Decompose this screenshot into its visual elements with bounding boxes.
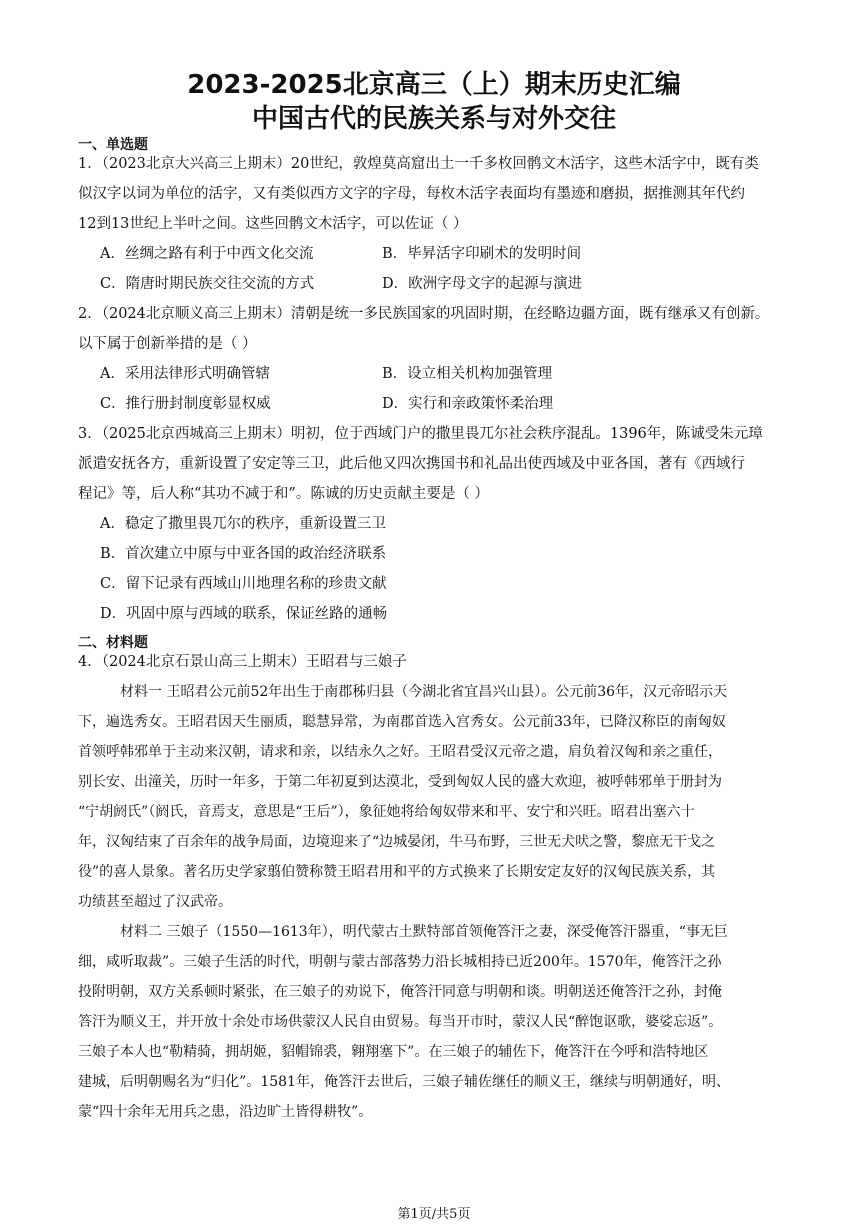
material-1-line-1: 材料一 王昭君公元前52年出生于南郡秭归县（今湖北省宜昌兴山县）。公元前36年，汉元帝昭示天 <box>120 684 728 700</box>
question-1-line-2: 似汉字以词为单位的活字，又有类似西方文字的字母，每枚木活字表面均有墨迹和磨损，据推测其年代约 <box>78 186 745 202</box>
material-2-line-4: 答汗为顺义王，并开放十余处市场供蒙汉人民自由贸易。每当开市时，蒙汉人民“醉饱讴歌，婆娑忘返”。 <box>78 1014 723 1030</box>
material-2-line-6: 建城，后明朝赐名为“归化”。1581年，俺答汗去世后，三娘子辅佐继任的顺义王，继续与明朝通好，明、 <box>78 1074 730 1090</box>
section-heading-material: 二、材料题 <box>78 635 148 651</box>
document-title: 2023-2025北京高三（上）期末历史汇编 <box>187 70 681 100</box>
question-1-line-3: 12到13世纪上半叶之间。这些回鹘文木活字，可以佐证（ ） <box>78 216 468 232</box>
question-3-option-c: C．留下记录有西域山川地理名称的珍贵文献 <box>100 576 387 592</box>
material-2-line-2: 细，咸听取裁”。三娘子生活的时代，明朝与蒙古部落势力沿长城相持已近200年。1570年，俺答汗之孙 <box>78 954 722 970</box>
question-3-option-a: A．稳定了撒里畏兀尔的秩序，重新设置三卫 <box>100 516 386 532</box>
question-2-option-d: D．实行和亲政策怀柔治理 <box>382 396 554 412</box>
question-3-line-2: 派遣安抚各方，重新设置了安定等三卫，此后他又四次携国书和礼品出使西域及中亚各国，著有《西域行 <box>78 456 745 472</box>
page-number: 第1页/共5页 <box>397 1207 471 1222</box>
material-1-line-4: 别长安、出潼关，历时一年多，于第二年初夏到达漠北，受到匈奴人民的盛大欢迎，被呼韩邪单于册封为 <box>78 774 722 790</box>
question-1-line-1: 1．（2023北京大兴高三上期末）20世纪，敦煌莫高窟出土一千多枚回鹘文木活字，这些木活字中，既有类 <box>78 156 759 172</box>
material-1-line-8: 功绩甚至超过了汉武帝。 <box>78 894 232 910</box>
question-1-option-d: D．欧洲字母文字的起源与演进 <box>382 276 583 292</box>
question-3-option-d: D．巩固中原与西域的联系，保证丝路的通畅 <box>100 606 388 622</box>
question-2-line-2: 以下属于创新举措的是（ ） <box>78 336 257 352</box>
material-1-line-6: 年，汉匈结束了百余年的战争局面，边境迎来了“边城晏闭，牛马布野，三世无犬吠之警，黎庶无干戈之 <box>78 834 716 850</box>
question-1-option-b: B．毕昇活字印刷术的发明时间 <box>382 246 582 262</box>
question-2-option-b: B．设立相关机构加强管理 <box>382 366 553 382</box>
material-2-line-5: 三娘子本人也“勒精骑，拥胡姬，貂帽锦裘，翱翔塞下”。在三娘子的辅佐下，俺答汗在今呼和浩特地区 <box>78 1044 709 1060</box>
question-4-header: 4．（2024北京石景山高三上期末）王昭君与三娘子 <box>78 654 407 670</box>
document-subtitle: 中国古代的民族关系与对外交往 <box>251 104 616 134</box>
question-2-option-a: A．采用法律形式明确管辖 <box>100 366 270 382</box>
question-3-line-1: 3．（2025北京西城高三上期末）明初，位于西域门户的撒里畏兀尔社会秩序混乱。1396年，陈诚受朱元璋 <box>78 426 763 442</box>
question-3-option-b: B．首次建立中原与中亚各国的政治经济联系 <box>100 546 387 562</box>
material-1-line-7: 役”的喜人景象。著名历史学家翦伯赞称赞王昭君用和平的方式换来了长期安定友好的汉匈民族关系，其 <box>78 864 716 880</box>
material-1-line-5: “宁胡阏氏”（阏氏，音焉支，意思是“王后”），象征她将给匈奴带来和平、安宁和兴旺。昭君出塞六十 <box>78 804 695 820</box>
material-2-line-7: 蒙“四十余年无用兵之患，沿边旷土皆得耕牧”。 <box>78 1104 373 1120</box>
material-1-line-2: 下，遍选秀女。王昭君因天生丽质，聪慧异常，为南郡首选入宫秀女。公元前33年，已降汉称臣的南匈奴 <box>78 714 726 730</box>
question-1-option-c: C．隋唐时期民族交往交流的方式 <box>100 276 315 292</box>
section-heading-single-choice: 一、单选题 <box>78 137 148 153</box>
question-1-option-a: A．丝绸之路有利于中西文化交流 <box>100 246 314 262</box>
material-2-line-1: 材料二 三娘子（1550—1613年），明代蒙古土默特部首领俺答汗之妻，深受俺答汗器重，“事无巨 <box>120 924 728 940</box>
question-2-line-1: 2．（2024北京顺义高三上期末）清朝是统一多民族国家的巩固时期，在经略边疆方面，既有继承又有创新。 <box>78 306 770 322</box>
question-2-option-c: C．推行册封制度彰显权威 <box>100 396 271 412</box>
material-1-line-3: 首领呼韩邪单于主动来汉朝，请求和亲，以结永久之好。王昭君受汉元帝之遣，肩负着汉匈和亲之重任， <box>78 744 722 760</box>
question-3-line-3: 程记》等，后人称“其功不减于和”。陈诚的历史贡献主要是（ ） <box>78 486 489 502</box>
material-2-line-3: 投附明朝，双方关系顿时紧张，在三娘子的劝说下，俺答汗同意与明朝和谈。明朝送还俺答汗之孙，封俺 <box>78 984 722 1000</box>
